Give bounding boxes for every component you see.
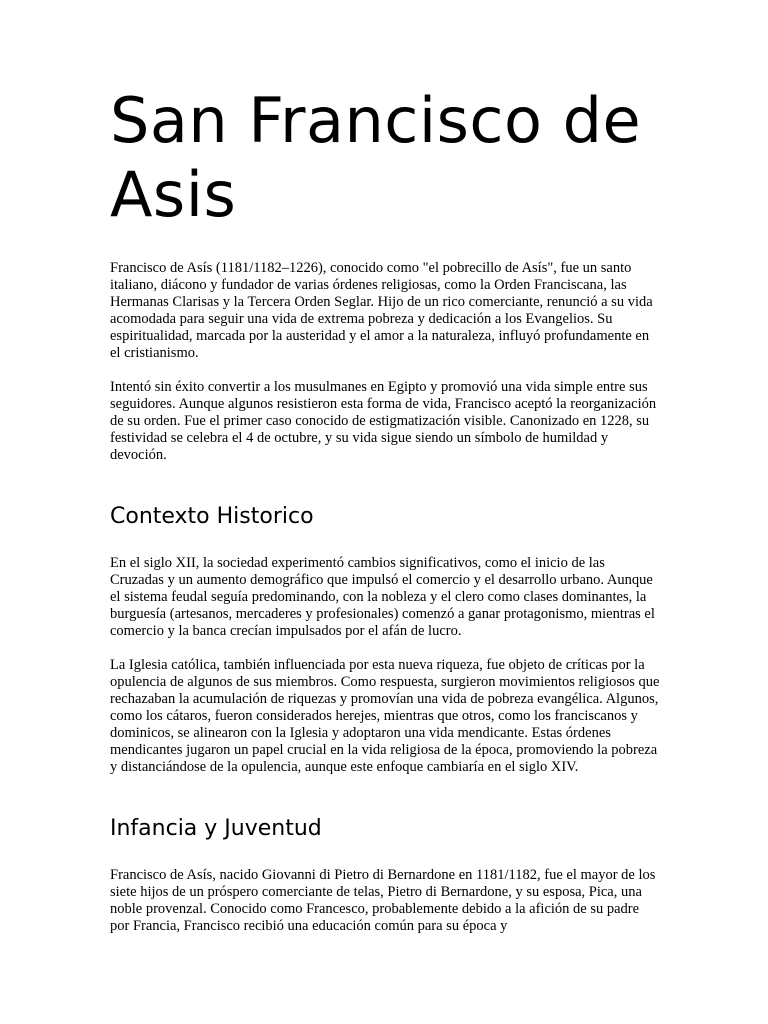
section-spacer: [110, 481, 662, 503]
intro-paragraph-2: Intentó sin éxito convertir a los musulmanes en Egipto y promovió una vida simple entre sus seguidores. Aunque algunos resistieron esta forma de vida, Francisco aceptó la reorganización de su orden. Fue el primer caso conocido de estigmatización visible. Canonizado en 1228, su festividad se celebra el 4 de octubre, y su vida sigue siendo un símbolo de humildad y devoción.: [110, 379, 657, 463]
contexto-paragraph-1: En el siglo XII, la sociedad experimentó cambios significativos, como el inicio de las Cruzadas y un aumento demográfico que impulsó el comercio y el desarrollo urbano. Aunque el sistema feudal seguía predominando, con la nobleza y el clero como clases dominantes, la burguesía (artesanos, mercaderes y profesionales) comenzó a ganar protagonismo, mientras el comercio y la banca crecían impulsados por el afán de lucro.: [110, 555, 655, 639]
document-page: [110, 84, 662, 952]
section-heading-infancia: Infancia y Juventud: [110, 816, 322, 841]
infancia-paragraph-1: Francisco de Asís, nacido Giovanni di Pietro di Bernardone en 1181/1182, fue el mayor de los siete hijos de un próspero comerciante de telas, Pietro di Bernardone, y su esposa, Pica, una noble provenzal. Conocido como Francesco, probablemente debido a la afición de su padre por Francia, Francisco recibió una educación común para su época y: [110, 867, 656, 934]
intro-paragraph-1: Francisco de Asís (1181/1182–1226), conocido como "el pobrecillo de Asís", fue un santo italiano, diácono y fundador de varias órdenes religiosas, como la Orden Franciscana, las Hermanas Clarisas y la Tercera Orden Seglar. Hijo de un rico comerciante, renunció a su vida acomodada para seguir una vida de extrema pobreza y dedicación a los Evangelios. Su espiritualidad, marcada por la austeridad y el amor a la naturaleza, influyó profundamente en el cristianismo.: [110, 260, 653, 361]
section-heading-contexto: Contexto Historico: [110, 504, 314, 529]
contexto-paragraph-2: La Iglesia católica, también influenciada por esta nueva riqueza, fue objeto de críticas por la opulencia de algunos de sus miembros. Como respuesta, surgieron movimientos religiosos que rechazaban la acumulación de riquezas y promovían una vida de pobreza evangélica. Algunos, como los cátaros, fueron considerados herejes, mientras que otros, como los franciscanos y dominicos, se alinearon con la Iglesia y adoptaron una vida mendicante. Estas órdenes mendicantes jugaron un papel crucial en la vida religiosa de la época, promoviendo la pobreza y distanciándose de la opulencia, aunque este enfoque cambiaría en el siglo XIV.: [110, 657, 660, 775]
section-spacer: [110, 793, 662, 815]
page-title: San Francisco de Asis: [110, 84, 642, 231]
